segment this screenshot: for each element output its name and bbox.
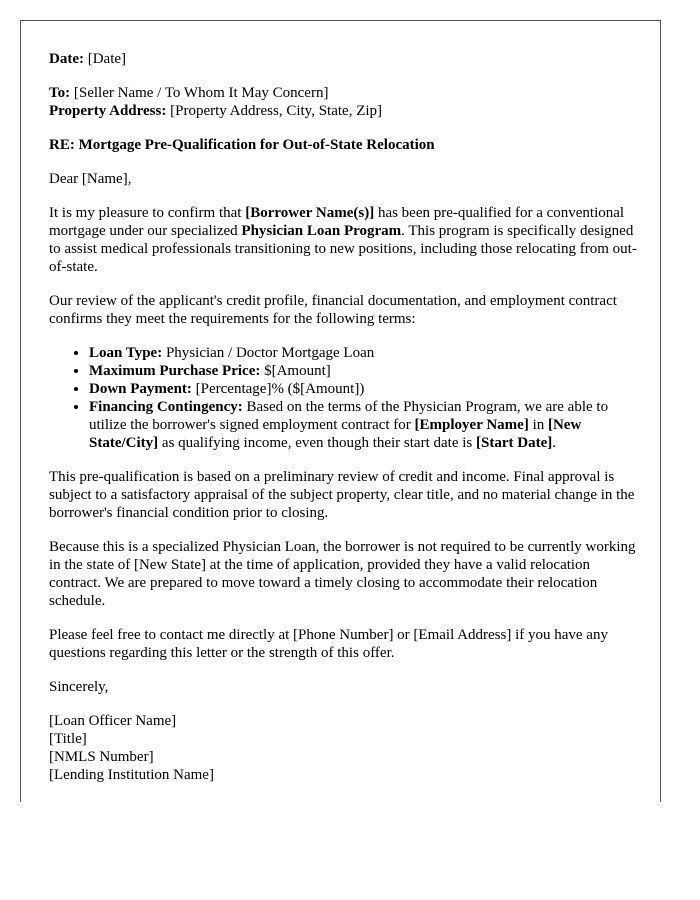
list-item-max-price: [89, 362, 639, 380]
signature-block: [49, 712, 639, 784]
start-date: [Start Date]: [476, 435, 553, 451]
contingency-text-1: Based on the terms of the Physician Program, we are able to utilize the borrower's signed employment contract for: [89, 399, 609, 433]
para1-text-1: It is my pleasure to confirm that: [49, 205, 246, 221]
date-label: Date:: [49, 51, 84, 67]
paragraph-review: Our review of the applicant's credit profile, financial documentation, and employment contract confirms they meet the requirements for the following terms:: [49, 293, 617, 327]
contingency-text-3: as qualifying income, even though their start date is: [158, 435, 476, 451]
term-label: Loan Type:: [89, 345, 163, 361]
term-value: $[Amount]: [260, 363, 331, 379]
loan-officer-name: [Loan Officer Name]: [49, 713, 177, 729]
subject-line: [49, 136, 639, 154]
lending-institution: [Lending Institution Name]: [49, 767, 214, 783]
borrower-name: [Borrower Name(s)]: [245, 205, 375, 221]
list-item-loan-type: [89, 344, 639, 362]
letter-page: [20, 20, 661, 802]
subject-text: RE: Mortgage Pre-Qualification for Out-of-State Relocation: [49, 137, 435, 153]
term-value: Physician / Doctor Mortgage Loan: [162, 345, 375, 361]
to-label: To:: [49, 85, 71, 101]
property-address-line: [49, 102, 639, 120]
salutation: Dear [Name],: [49, 171, 132, 187]
property-address-label: Property Address:: [49, 103, 167, 119]
to-value: [Seller Name / To Whom It May Concern]: [70, 85, 329, 101]
contingency-text-4: .: [552, 435, 556, 451]
letter-body: [49, 50, 639, 784]
terms-list: [49, 344, 639, 452]
list-item-down-payment: [89, 380, 639, 398]
para1-text-3: . This program is specifically designed to assist medical professionals transitioning to new positions, including those relocating from out-of-state.: [49, 223, 637, 275]
closing: Sincerely,: [49, 679, 109, 695]
term-label: Down Payment:: [89, 381, 192, 397]
term-label: Maximum Purchase Price:: [89, 363, 261, 379]
to-line: [49, 84, 639, 102]
employer-name: [Employer Name]: [414, 417, 529, 433]
list-item-financing-contingency: [89, 398, 639, 452]
date-value: [Date]: [83, 51, 127, 67]
term-label: Financing Contingency:: [89, 399, 243, 415]
paragraph-confirmation: [49, 204, 639, 276]
new-state-city: [New State/City]: [89, 417, 582, 451]
term-value: [Percentage]% ($[Amount]): [191, 381, 365, 397]
property-address-value: [Property Address, City, State, Zip]: [166, 103, 383, 119]
program-name: Physician Loan Program: [241, 223, 402, 239]
paragraph-conditions: This pre-qualification is based on a preliminary review of credit and income. Final approval is subject to a satisfactory appraisal of the subject property, clear title, and no material change in the borrower's financial condition prior to closing.: [49, 469, 635, 521]
nmls-number: [NMLS Number]: [49, 749, 154, 765]
paragraph-contact: Please feel free to contact me directly at [Phone Number] or [Email Address] if you have any questions regarding this letter or the strength of this offer.: [49, 627, 608, 661]
contingency-text-2: in: [528, 417, 548, 433]
para1-text-2: has been pre-qualified for a conventional mortgage under our specialized: [49, 205, 625, 239]
date-line: [49, 50, 639, 68]
paragraph-physician-loan: Because this is a specialized Physician Loan, the borrower is not required to be currently working in the state of [New State] at the time of application, provided they have a valid relocation contract. We are prepared to move toward a timely closing to accommodate their relocation schedule.: [49, 539, 636, 609]
loan-officer-title: [Title]: [49, 731, 87, 747]
